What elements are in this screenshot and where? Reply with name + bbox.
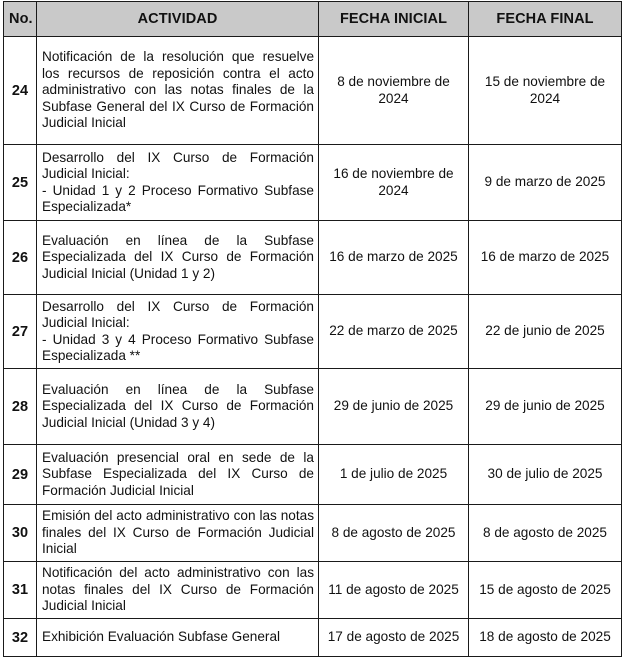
header-fecha-inicial: FECHA INICIAL xyxy=(319,2,469,37)
row-end-date: 16 de marzo de 2025 xyxy=(469,221,622,295)
table-row xyxy=(4,221,622,295)
row-number: 29 xyxy=(4,445,37,505)
table-row xyxy=(4,37,622,145)
table-row xyxy=(4,562,622,619)
row-start-date: 11 de agosto de 2025 xyxy=(319,562,469,619)
row-activity: Evaluación en línea de la Subfase Especializada del IX Curso de Formación Judicial Inicial (Unidad 1 y 2) xyxy=(37,221,319,295)
row-number: 25 xyxy=(4,145,37,221)
header-actividad: ACTIVIDAD xyxy=(37,2,319,37)
row-start-date: 8 de agosto de 2025 xyxy=(319,505,469,562)
row-end-date: 18 de agosto de 2025 xyxy=(469,619,622,657)
row-end-date: 29 de junio de 2025 xyxy=(469,369,622,445)
row-number: 27 xyxy=(4,295,37,369)
row-start-date: 22 de marzo de 2025 xyxy=(319,295,469,369)
header-no: No. xyxy=(4,2,37,37)
row-activity: Notificación del acto administrativo con las notas finales del IX Curso de Formación Judicial Inicial xyxy=(37,562,319,619)
table-row xyxy=(4,369,622,445)
row-activity: Desarrollo del IX Curso de Formación Judicial Inicial: - Unidad 3 y 4 Proceso Formativo Subfase Especializada ** xyxy=(37,295,319,369)
table-row xyxy=(4,505,622,562)
row-start-date: 17 de agosto de 2025 xyxy=(319,619,469,657)
row-number: 26 xyxy=(4,221,37,295)
row-number: 32 xyxy=(4,619,37,657)
row-end-date: 9 de marzo de 2025 xyxy=(469,145,622,221)
row-activity: Exhibición Evaluación Subfase General xyxy=(37,619,319,657)
row-number: 24 xyxy=(4,37,37,145)
row-start-date: 8 de noviembre de 2024 xyxy=(319,37,469,145)
row-start-date: 29 de junio de 2025 xyxy=(319,369,469,445)
schedule-table xyxy=(3,1,622,657)
row-end-date: 22 de junio de 2025 xyxy=(469,295,622,369)
header-row xyxy=(4,2,622,37)
row-activity: Emisión del acto administrativo con las notas finales del IX Curso de Formación Judicial Inicial xyxy=(37,505,319,562)
row-start-date: 16 de marzo de 2025 xyxy=(319,221,469,295)
row-activity: Desarrollo del IX Curso de Formación Judicial Inicial: - Unidad 1 y 2 Proceso Formativo Subfase Especializada* xyxy=(37,145,319,221)
row-end-date: 15 de noviembre de 2024 xyxy=(469,37,622,145)
row-activity: Evaluación en línea de la Subfase Especializada del IX Curso de Formación Judicial Inicial (Unidad 3 y 4) xyxy=(37,369,319,445)
header-fecha-final: FECHA FINAL xyxy=(469,2,622,37)
row-number: 28 xyxy=(4,369,37,445)
row-start-date: 16 de noviembre de 2024 xyxy=(319,145,469,221)
table-row xyxy=(4,445,622,505)
row-end-date: 8 de agosto de 2025 xyxy=(469,505,622,562)
table-row xyxy=(4,619,622,657)
row-activity: Evaluación presencial oral en sede de la Subfase Especializada del IX Curso de Formación Judicial Inicial xyxy=(37,445,319,505)
row-activity: Notificación de la resolución que resuelve los recursos de reposición contra el acto administrativo con las notas finales de la Subfase General del IX Curso de Formación Judicial Inicial xyxy=(37,37,319,145)
row-end-date: 15 de agosto de 2025 xyxy=(469,562,622,619)
row-end-date: 30 de julio de 2025 xyxy=(469,445,622,505)
row-number: 30 xyxy=(4,505,37,562)
row-start-date: 1 de julio de 2025 xyxy=(319,445,469,505)
table-row xyxy=(4,295,622,369)
table-row xyxy=(4,145,622,221)
row-number: 31 xyxy=(4,562,37,619)
